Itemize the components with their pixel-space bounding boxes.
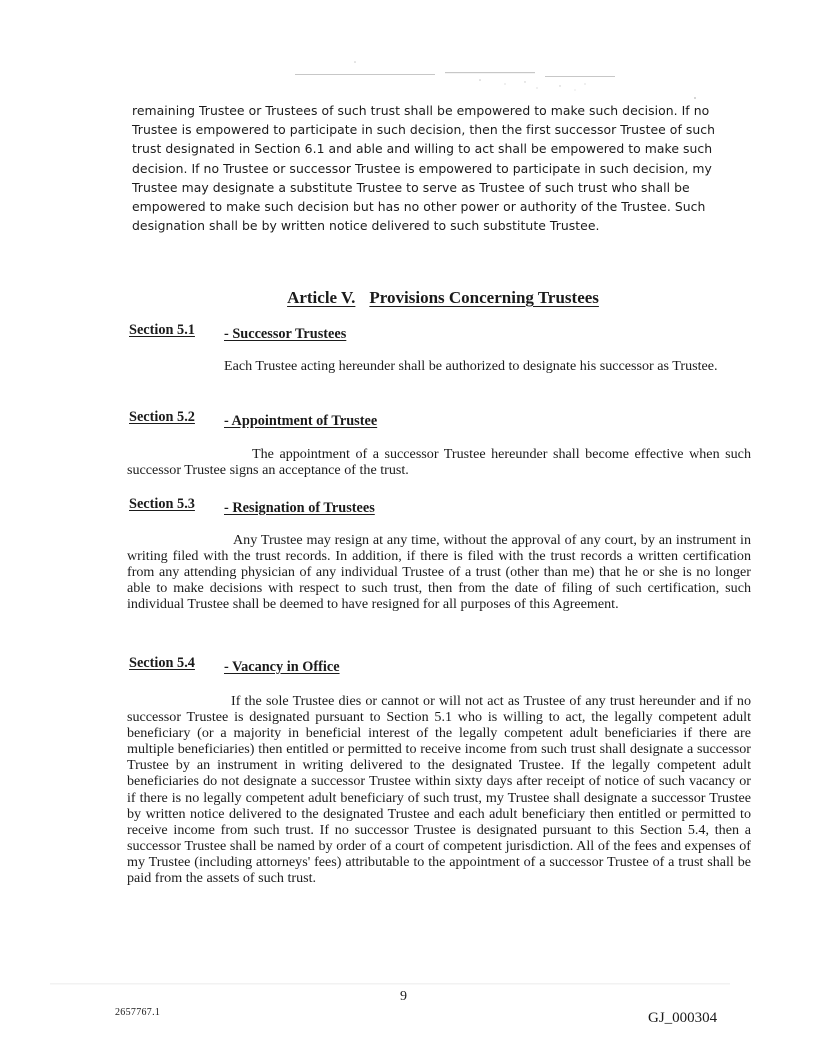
section-title: - Appointment of Trustee xyxy=(224,413,378,429)
section-number: Section 5.4 xyxy=(129,655,195,671)
section-title: - Successor Trustees xyxy=(224,326,347,342)
section-body-5-3: Any Trustee may resign at any time, without the approval of any court, by an instrument in writing filed with the trust records. In addition, if there is filed with the trust records a written certification from any attending physician of any individual Trustee of a trust (other than me) that he or she is no longer able to make decisions with respect to such trust, then from the date of filing of such certification, such individual Trustee shall be deemed to have resigned for all purposes of this Agreement. xyxy=(127,532,751,613)
section-title: - Vacancy in Office xyxy=(224,659,340,675)
section-body-5-1: Each Trustee acting hereunder shall be authorized to designate his successor as Trustee. xyxy=(224,358,718,374)
page-number: 9 xyxy=(400,989,407,1004)
scan-noise-artifact xyxy=(275,60,715,104)
article-label: Article V. xyxy=(287,288,356,307)
article-title: Provisions Concerning Trustees xyxy=(369,288,599,307)
section-body-5-2: The appointment of a successor Trustee hereunder shall become effective when such successor Trustee signs an acceptance of the trust. xyxy=(127,446,751,479)
section-number: Section 5.2 xyxy=(129,409,195,425)
section-title: - Resignation of Trustees xyxy=(224,500,375,516)
section-number: Section 5.3 xyxy=(129,496,195,512)
section-number: Section 5.1 xyxy=(129,322,195,338)
section-body-5-4: If the sole Trustee dies or cannot or will not act as Trustee of any trust hereunder and if no successor Trustee is designated pursuant to Section 5.1 who is willing to act, the legally competent adult beneficiary (or a majority in beneficial interest of the legally competent adult beneficiaries if there are multiple beneficiaries) then entitled or permitted to receive income from such trust shall designate a successor Trustee by an instrument in writing delivered to the designated Trustee. If the legally competent adult beneficiaries do not designate a successor Trustee within sixty days after receipt of notice of such vacancy or if there is no legally competent adult beneficiary of such trust, my Trustee shall designate a successor Trustee by written notice delivered to the designated Trustee and each adult beneficiary then entitled or permitted to receive income from such trust. If no successor Trustee is designated pursuant to this Section 5.4, then a successor Trustee shall be named by order of a court of competent jurisdiction. All of the fees and expenses of my Trustee (including attorneys' fees) attributable to the appointment of a successor Trustee of a trust shall be paid from the assets of such trust. xyxy=(127,693,751,887)
scan-noise-line xyxy=(50,983,730,985)
bates-number: GJ_000304 xyxy=(648,1010,718,1026)
document-id: 2657767.1 xyxy=(115,1007,161,1018)
article-heading xyxy=(0,288,816,308)
intro-paragraph: remaining Trustee or Trustees of such trust shall be empowered to make such decision. If no Trustee is empowered to participate in such decision, then the first successor Trustee of such trust designated in Section 6.1 and able and willing to act shall be empowered to make such decision. If no Trustee or successor Trustee is empowered to participate in such decision, my Trustee may designate a substitute Trustee to serve as Trustee of such trust who shall be empowered to make such decision but has no other power or authority of the Trustee. Such designation shall be by written notice delivered to such substitute Trustee. xyxy=(132,103,716,234)
